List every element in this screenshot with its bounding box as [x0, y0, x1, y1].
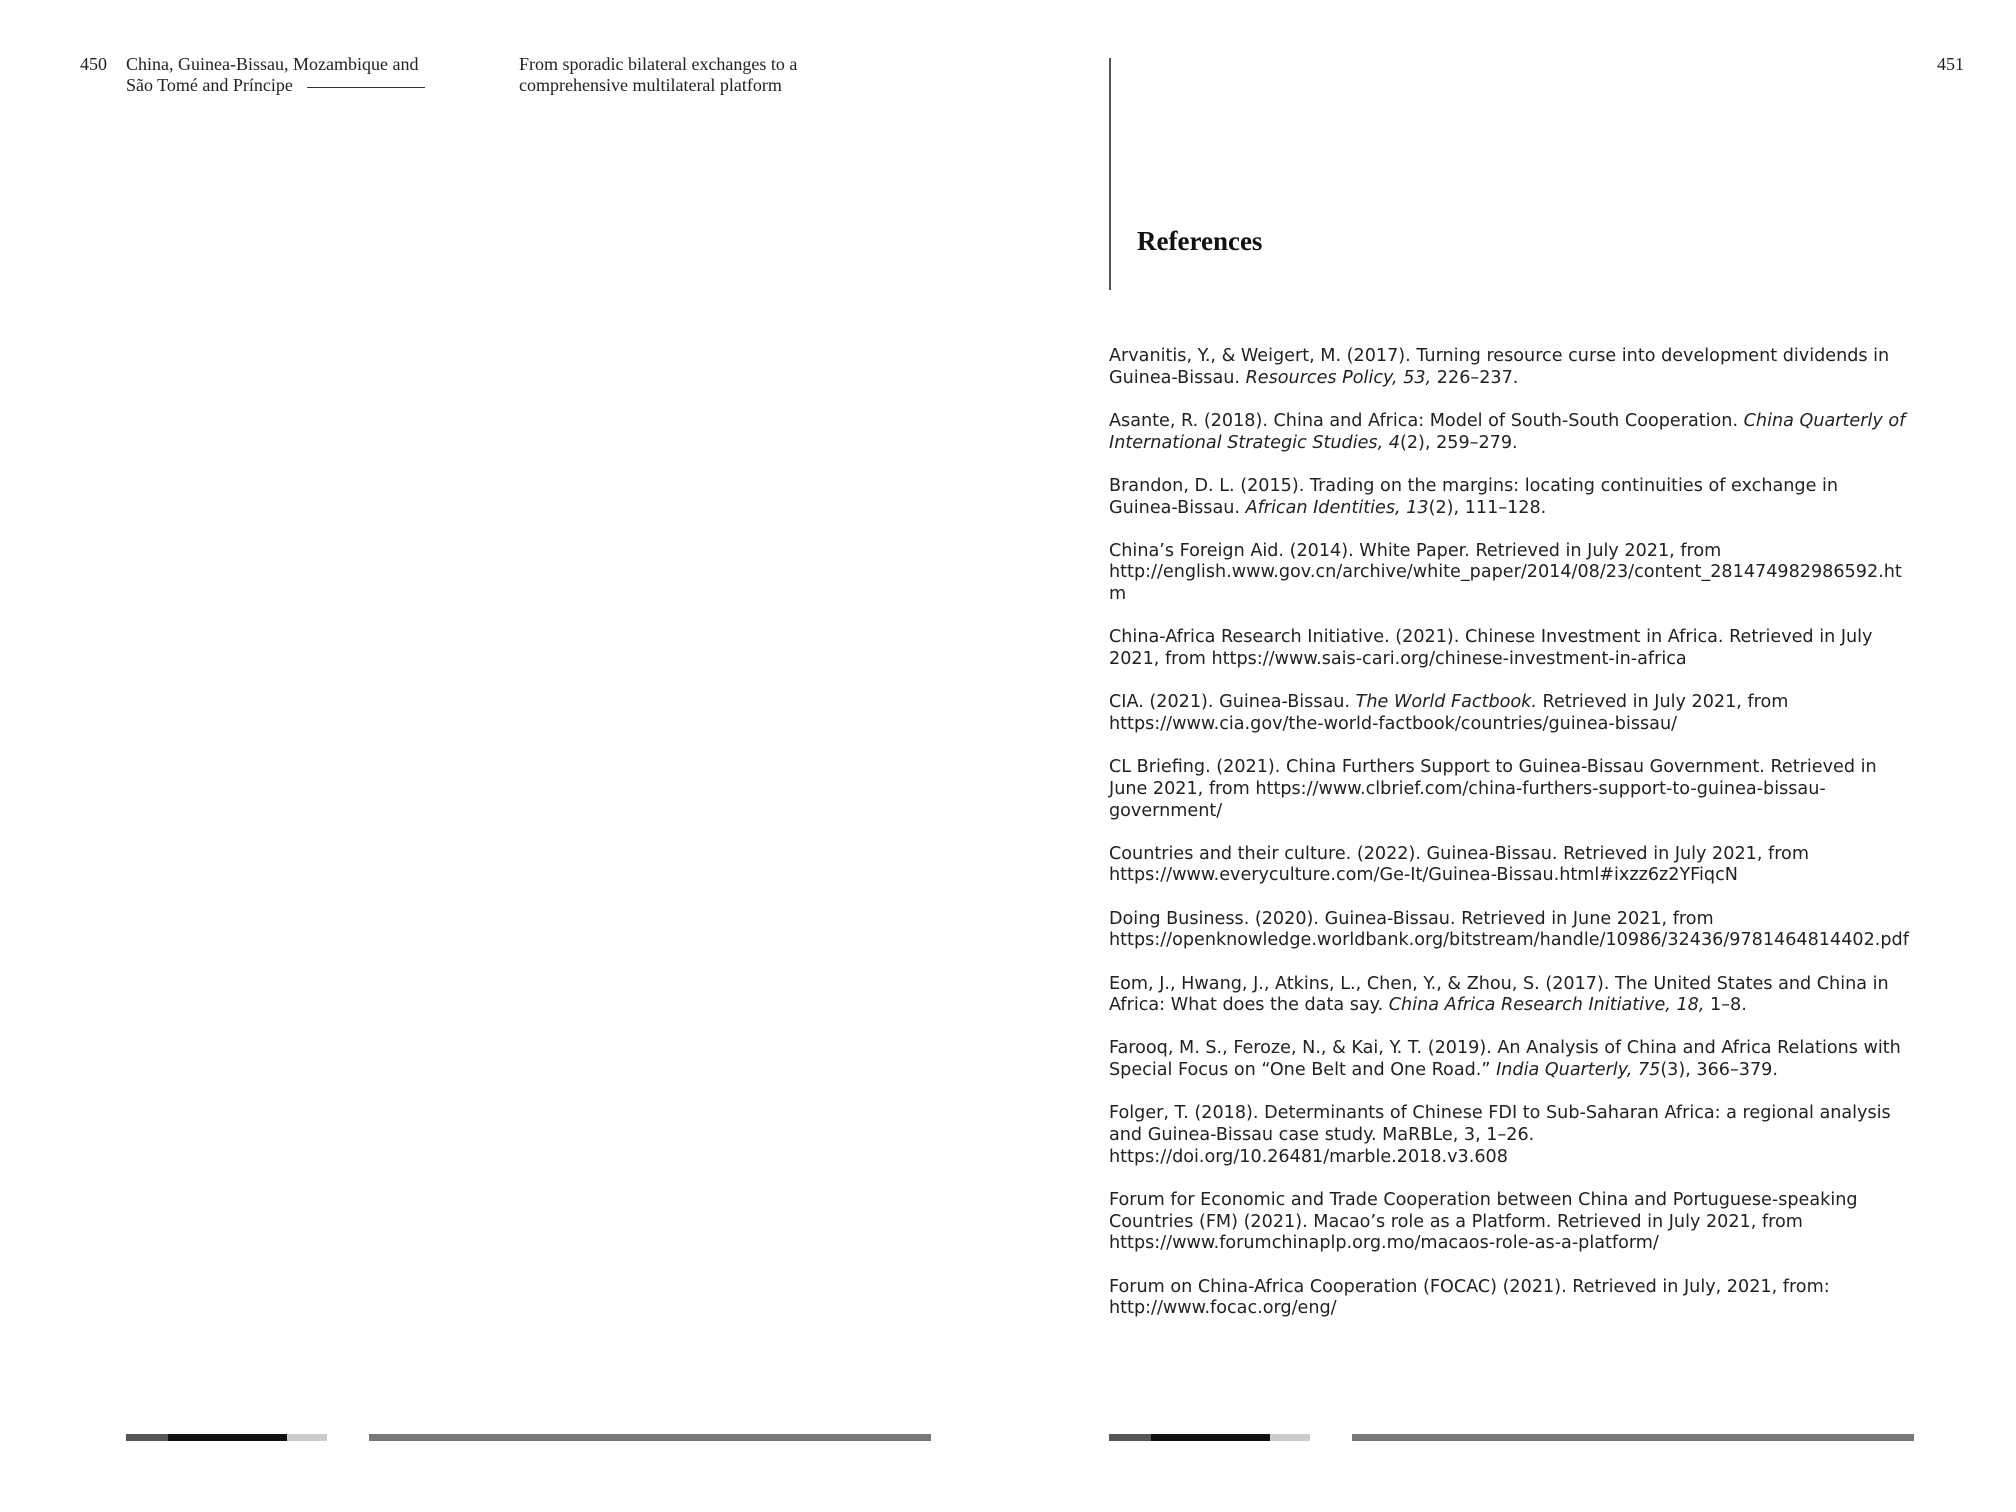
- section-divider-line: [1109, 58, 1111, 290]
- reference-text: Eom, J., Hwang, J., Atkins, L., Chen, Y., & Zhou, S. (2017). The United States and China in Africa: What does the data say.: [1109, 973, 1889, 1016]
- reference-text: Brandon, D. L. (2015). Trading on the margins: locating continuities of exchange in Guinea-Bissau.: [1109, 475, 1839, 518]
- reference-text-tail: 226–237.: [1431, 367, 1519, 388]
- reference-text-tail: (3), 366–379.: [1660, 1060, 1778, 1081]
- chapter-title-line1: From sporadic bilateral exchanges to a: [519, 54, 798, 74]
- reference-text: Countries and their culture. (2022). Guinea-Bissau. Retrieved in July 2021, from https://www.everyculture.com/Ge-It/Guinea-Bissau.html#ixzz6z2YFiqcN: [1109, 843, 1809, 886]
- book-title-line2: São Tomé and Príncipe: [126, 75, 293, 95]
- footer-bar-right-long: [1352, 1434, 1914, 1441]
- reference-entry: [1109, 541, 1909, 606]
- reference-text: Forum for Economic and Trade Cooperation between China and Portuguese-speaking Countries (FM) (2021). Macao’s role as a Platform. Retrieved in July 2021, from https://www.forumchinaplp.org.mo/macaos-role-as-a-platform/: [1109, 1189, 1858, 1254]
- reference-entry: [1109, 1038, 1909, 1081]
- chapter-title: [519, 54, 849, 96]
- book-title-line1: China, Guinea-Bissau, Mozambique and: [126, 54, 419, 74]
- reference-entry: [1109, 1190, 1909, 1255]
- reference-text: Folger, T. (2018). Determinants of Chinese FDI to Sub-Saharan Africa: a regional analysis and Guinea-Bissau case study. MaRBLe, 3, 1–26. https://doi.org/10.26481/marble.2018.v3.608: [1109, 1103, 1891, 1167]
- reference-source-italic: Resources Policy, 53,: [1245, 367, 1432, 388]
- reference-entry: [1109, 1277, 1909, 1320]
- reference-text: Arvanitis, Y., & Weigert, M. (2017). Turning resource curse into development dividends in Guinea-Bissau.: [1109, 346, 1890, 388]
- reference-entry: [1109, 476, 1909, 519]
- reference-text-tail: Retrieved in July 2021, from https://www.cia.gov/the-world-factbook/countries/guinea-bissau/: [1109, 692, 1789, 734]
- reference-text: China’s Foreign Aid. (2014). White Paper. Retrieved in July 2021, from http://english.www.gov.cn/archive/white_paper/2014/08/23/content_281474982986592.htm: [1109, 540, 1902, 605]
- reference-entry: [1109, 692, 1909, 735]
- footer-bar-left-segment-2: [168, 1434, 287, 1441]
- book-title-line2-row: [126, 75, 425, 96]
- reference-source-italic: China Quarterly of International Strategic Studies, 4: [1109, 410, 1906, 453]
- references-list: [1109, 346, 1909, 1342]
- reference-text: CL Briefing. (2021). China Furthers Support to Guinea-Bissau Government. Retrieved in June 2021, from https://www.clbrief.com/china-furthers-support-to-guinea-bissau-government/: [1109, 757, 1877, 821]
- right-page-number: 451: [1937, 54, 1964, 74]
- reference-text: China-Africa Research Initiative. (2021). Chinese Investment in Africa. Retrieved in July 2021, from https://www.sais-cari.org/chinese-investment-in-africa: [1109, 627, 1873, 670]
- reference-source-italic: African Identities, 13: [1245, 497, 1429, 518]
- reference-entry: [1109, 346, 1909, 389]
- book-title: [126, 54, 456, 96]
- reference-entry: [1109, 974, 1909, 1017]
- reference-entry: [1109, 411, 1909, 454]
- footer-bar-right-segment-2: [1151, 1434, 1270, 1441]
- title-rule: [307, 87, 425, 88]
- chapter-title-line2: comprehensive multilateral platform: [519, 75, 782, 95]
- reference-text-tail: (2), 259–279.: [1399, 432, 1518, 453]
- footer-bar-left-segment-3: [287, 1434, 327, 1441]
- reference-source-italic: India Quarterly, 75: [1496, 1060, 1661, 1081]
- reference-source-italic: The World Factbook.: [1355, 692, 1537, 713]
- left-page-number: 450: [80, 54, 107, 74]
- reference-text: Forum on China-Africa Cooperation (FOCAC) (2021). Retrieved in July, 2021, from: http://www.focac.org/eng/: [1109, 1276, 1830, 1319]
- reference-text-tail: (2), 111–128.: [1428, 497, 1547, 518]
- reference-entry: [1109, 1103, 1909, 1168]
- reference-text: CIA. (2021). Guinea-Bissau.: [1109, 692, 1356, 713]
- footer-bar-right-segment-1: [1109, 1434, 1151, 1441]
- footer-bar-left-segment-1: [126, 1434, 168, 1441]
- reference-text: Asante, R. (2018). China and Africa: Model of South-South Cooperation.: [1109, 410, 1744, 431]
- reference-entry: [1109, 627, 1909, 670]
- reference-entry: [1109, 844, 1909, 887]
- reference-text: Farooq, M. S., Feroze, N., & Kai, Y. T. (2019). An Analysis of China and Africa Relations with Special Focus on “One Belt and One Road.”: [1109, 1038, 1901, 1081]
- reference-text: Doing Business. (2020). Guinea-Bissau. Retrieved in June 2021, from https://openknowledge.worldbank.org/bitstream/handle/10986/32436/9781464814402.pdf: [1109, 908, 1909, 951]
- reference-entry: [1109, 909, 1909, 952]
- reference-source-italic: China Africa Research Initiative, 18,: [1388, 995, 1705, 1016]
- reference-text-tail: 1–8.: [1704, 995, 1747, 1016]
- reference-entry: [1109, 757, 1909, 822]
- footer-bar-left-long: [369, 1434, 931, 1441]
- references-heading: References: [1137, 226, 1263, 256]
- footer-bar-right-segment-3: [1270, 1434, 1310, 1441]
